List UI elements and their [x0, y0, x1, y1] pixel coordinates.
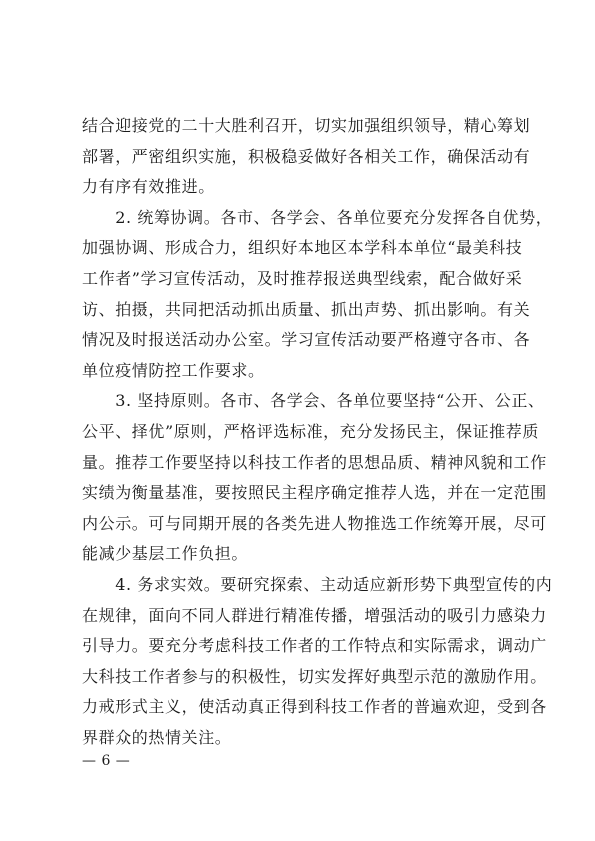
text-line: 单位疫情防控工作要求。 [82, 360, 265, 380]
text-line: 大科技工作者参与的积极性，切实发挥好典型示范的激励作用。 [82, 666, 547, 686]
text-line: 情况及时报送活动办公室。学习宣传活动要严格遵守各市、各 [82, 330, 531, 350]
text-line: 工作者”学习宣传活动，及时推荐报送典型线索，配合做好采 [82, 268, 523, 288]
text-line: 公平、择优”原则，严格评选标准，充分发扬民主，保证推荐质 [82, 421, 539, 441]
text-line: 量。推荐工作要坚持以科技工作者的思想品质、精神风貌和工作 [82, 452, 547, 472]
text-line: 3. 坚持原则。各市、各学会、各单位要坚持“公开、公正、 [82, 391, 545, 411]
text-line: 实绩为衡量基准，要按照民主程序确定推荐人选，并在一定范围 [82, 483, 547, 503]
text-line: 能减少基层工作负担。 [82, 544, 249, 564]
text-line: 4. 务求实效。要研究探索、主动适应新形势下典型宣传的内 [82, 574, 553, 594]
text-line: 界群众的热情关注。 [82, 727, 232, 747]
text-line: 内公示。可与同期开展的各类先进人物推选工作统筹开展，尽可 [82, 513, 547, 533]
text-line: 力有序有效推进。 [82, 177, 215, 197]
text-line: 2. 统筹协调。各市、各学会、各单位要充分发挥各自优势， [82, 207, 553, 227]
page-number: — 6 — [82, 753, 131, 769]
text-line: 在规律，面向不同人群进行精准传播，增强活动的吸引力感染力 [82, 605, 547, 625]
text-line: 加强协调、形成合力，组织好本地区本学科本单位“最美科技 [82, 238, 523, 258]
text-line: 力戒形式主义，使活动真正得到科技工作者的普遍欢迎，受到各 [82, 697, 547, 717]
text-line: 结合迎接党的二十大胜利召开，切实加强组织领导，精心筹划 [82, 116, 531, 135]
text-line: 引导力。要充分考虑科技工作者的工作特点和实际需求，调动广 [82, 636, 547, 656]
text-line: 访、拍摄，共同把活动抓出质量、抓出声势、抓出影响。有关 [82, 299, 531, 319]
body-text [82, 111, 553, 753]
text-line: 部署，严密组织实施，积极稳妥做好各相关工作，确保活动有 [82, 146, 531, 166]
